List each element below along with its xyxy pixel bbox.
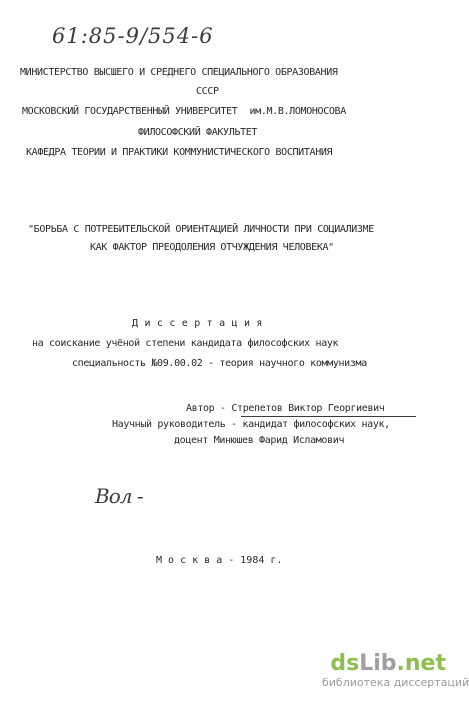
country-line: СССР bbox=[196, 86, 219, 97]
author-underline bbox=[241, 416, 416, 417]
supervisor-line-1: Научный руководитель - кандидат философских наук, bbox=[112, 419, 390, 430]
department-line: КАФЕДРА ТЕОРИИ И ПРАКТИКИ КОММУНИСТИЧЕСКОГО ВОСПИТАНИЯ bbox=[26, 147, 333, 158]
university-suffix: им.М.В.ЛОМОНОСОВА bbox=[249, 106, 346, 117]
archive-code: 61:85-9/554-6 bbox=[52, 24, 214, 48]
specialty-line: специальность №09.00.02 - теория научного коммунизма bbox=[72, 358, 367, 369]
brand-ds: ds bbox=[330, 651, 360, 676]
degree-line: на соискание учёной степени кандидата философских наук bbox=[32, 338, 339, 349]
work-type-heading: Д и с с е р т а ц и я bbox=[132, 318, 263, 329]
signature: Вол - bbox=[95, 484, 143, 508]
title-line-1: "БОРЬБА С ПОТРЕБИТЕЛЬСКОЙ ОРИЕНТАЦИЕЙ ЛИЧНОСТИ ПРИ СОЦИАЛИЗМЕ bbox=[28, 224, 374, 235]
ministry-line: МИНИСТЕРСТВО ВЫСШЕГО И СРЕДНЕГО СПЕЦИАЛЬНОГО ОБРАЗОВАНИЯ bbox=[20, 67, 338, 78]
supervisor-line-2: доцент Минюшев Фарид Исламович bbox=[174, 435, 345, 446]
title-line-2: КАК ФАКТОР ПРЕОДОЛЕНИЯ ОТЧУЖДЕНИЯ ЧЕЛОВЕКА" bbox=[90, 242, 334, 253]
author-line: Автор - Стрепетов Виктор Георгиевич bbox=[186, 403, 385, 414]
brand-net: .net bbox=[396, 651, 446, 676]
university-line bbox=[22, 106, 346, 118]
faculty-line: ФИЛОСОФСКИЙ ФАКУЛЬТЕТ bbox=[138, 127, 258, 138]
brand-lib: Lib bbox=[359, 651, 397, 676]
dslib-brand bbox=[322, 652, 446, 676]
dslib-watermark bbox=[322, 651, 469, 689]
dslib-caption: библиотека диссертаций bbox=[322, 676, 469, 689]
city-year-line: М о с к в а - 1984 г. bbox=[156, 555, 283, 566]
university-name: МОСКОВСКИЙ ГОСУДАРСТВЕННЫЙ УНИВЕРСИТЕТ bbox=[22, 106, 238, 117]
